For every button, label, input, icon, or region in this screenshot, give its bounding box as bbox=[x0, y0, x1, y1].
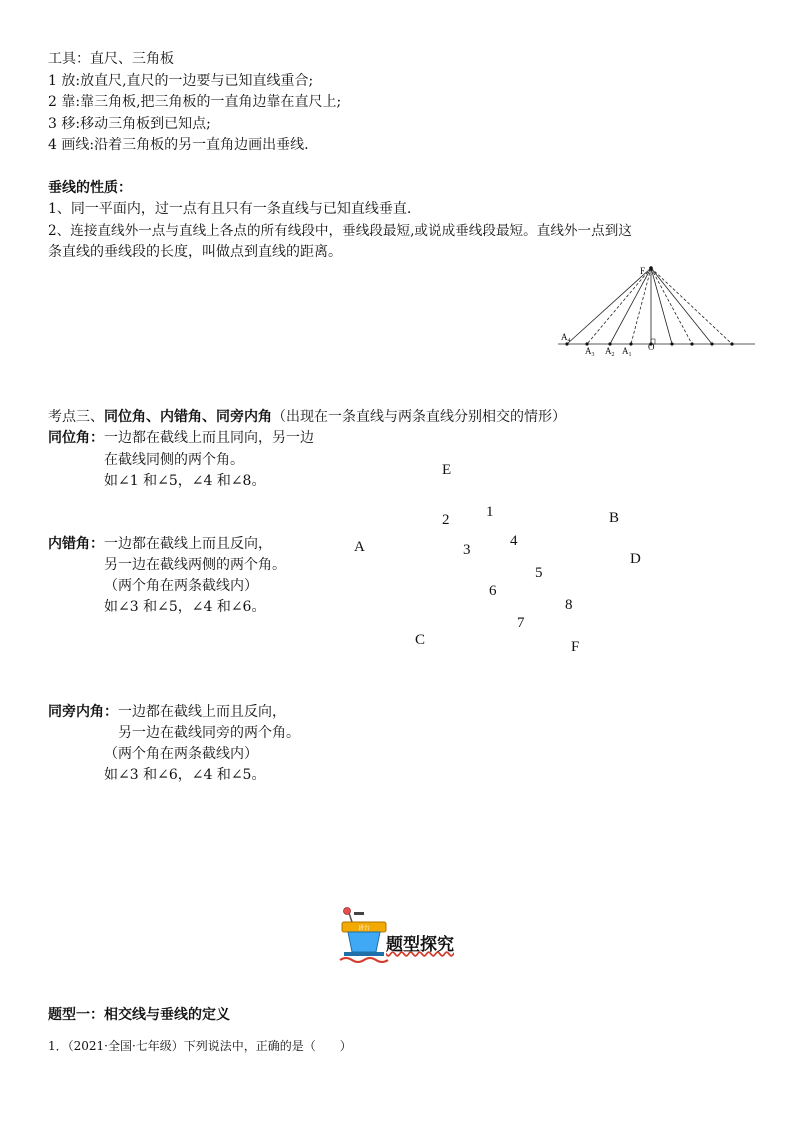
co-interior-line-3: （两个角在两条截线内） bbox=[104, 746, 258, 762]
fig2-label-3: 3 bbox=[463, 542, 471, 558]
fig2-label-C: C bbox=[415, 632, 426, 648]
perpendicular-figure bbox=[555, 262, 755, 362]
fig2-label-F: F bbox=[571, 639, 580, 655]
angles-heading-suffix: （出现在一条直线与两条直线分别相交的情形） bbox=[272, 409, 566, 425]
point-F bbox=[649, 266, 653, 270]
angles-heading-bold: 同位角、内错角、同旁内角 bbox=[104, 409, 272, 425]
alternate-line-2: 另一边在截线两侧的两个角。 bbox=[104, 557, 286, 573]
fig2-label-D: D bbox=[630, 551, 641, 567]
tools-step-3: 3 移:移动三角板到已知点; bbox=[48, 116, 211, 132]
tools-step-4: 4 画线:沿着三角板的另一直角边画出垂线. bbox=[48, 137, 309, 153]
corresponding-line-1: 一边都在截线上而且同向，另一边 bbox=[104, 430, 314, 446]
alternate-line-1: 一边都在截线上而且反向， bbox=[104, 536, 272, 552]
alternate-angles-def bbox=[48, 534, 272, 554]
tools-step-1: 1 放:放直尺,直尺的一边要与已知直线重合; bbox=[48, 73, 314, 89]
alternate-line-4: 如∠3 和∠5，∠4 和∠6。 bbox=[104, 599, 266, 615]
label-O: O bbox=[648, 342, 655, 352]
perp-property-2a: 2、连接直线外一点与直线上各点的所有线段中，垂线段最短,或说成垂线段最短。直线外一点到这 bbox=[48, 223, 632, 239]
podium-sign: 讲台 bbox=[357, 925, 371, 932]
angles-heading bbox=[48, 407, 566, 427]
co-interior-line-1: 一边都在截线上而且反向， bbox=[118, 704, 286, 720]
perp-heading: 垂线的性质： bbox=[48, 180, 132, 196]
perp-property-2b: 条直线的垂线段的长度，叫做点到直线的距离。 bbox=[48, 244, 342, 260]
label-A4: $A_4$ bbox=[561, 332, 571, 344]
fig2-label-4: 4 bbox=[510, 533, 518, 549]
fig2-label-6: 6 bbox=[489, 583, 497, 599]
fig2-label-A: A bbox=[354, 539, 365, 555]
fig2-label-B: B bbox=[609, 510, 620, 526]
tools-title: 工具：直尺、三角板 bbox=[48, 51, 174, 67]
fig2-label-5: 5 bbox=[535, 565, 543, 581]
corresponding-title: 同位角： bbox=[48, 430, 104, 446]
alternate-title: 内错角： bbox=[48, 536, 104, 552]
co-interior-angles-def bbox=[48, 702, 286, 722]
label-A2: $A_2$ bbox=[605, 346, 615, 358]
corresponding-angles-def bbox=[48, 428, 314, 448]
question-type-title: 题型一：相交线与垂线的定义 bbox=[48, 1007, 230, 1023]
co-interior-line-2: 另一边在截线同旁的两个角。 bbox=[118, 725, 300, 741]
section-banner-title: 题型探究 bbox=[386, 935, 454, 955]
perp-property-1: 1、同一平面内，过一点有且只有一条直线与已知直线垂直. bbox=[48, 201, 412, 217]
label-A1: $A_1$ bbox=[622, 346, 632, 358]
fig2-label-8: 8 bbox=[565, 597, 573, 613]
fig2-label-E: E bbox=[442, 462, 452, 478]
alternate-line-3: （两个角在两条截线内） bbox=[104, 578, 258, 594]
podium-icon bbox=[338, 908, 390, 964]
angles-heading-prefix: 考点三、 bbox=[48, 409, 104, 425]
corresponding-line-2: 在截线同侧的两个角。 bbox=[104, 452, 244, 468]
fig2-label-2: 2 bbox=[442, 512, 450, 528]
co-interior-title: 同旁内角： bbox=[48, 704, 118, 720]
fig2-label-1: 1 bbox=[486, 504, 494, 520]
co-interior-line-4: 如∠3 和∠6，∠4 和∠5。 bbox=[104, 767, 266, 783]
question-1: 1．（2021·全国·七年级）下列说法中，正确的是（ ） bbox=[48, 1039, 352, 1053]
label-A3: $A_3$ bbox=[585, 346, 595, 358]
corresponding-line-3: 如∠1 和∠5，∠4 和∠8。 bbox=[104, 473, 266, 489]
tools-step-2: 2 靠:靠三角板,把三角板的一直角边靠在直尺上; bbox=[48, 94, 342, 110]
fig2-label-7: 7 bbox=[517, 615, 525, 631]
label-F: F bbox=[640, 266, 646, 276]
